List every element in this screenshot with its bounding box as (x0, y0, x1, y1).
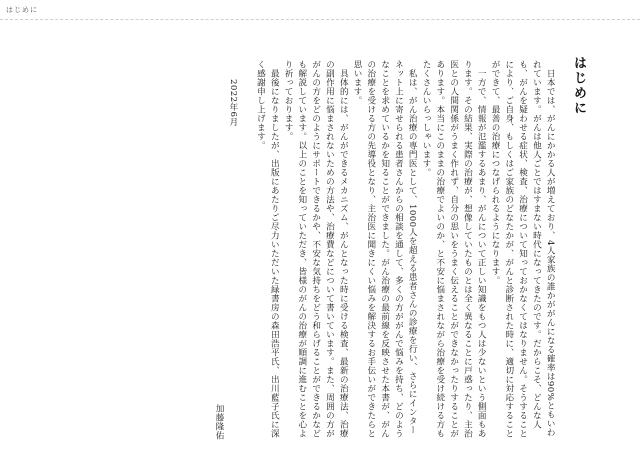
paragraph: 一方で、情報が氾濫するあまり、がんについて正しい知識をもつ人は少ないという側面もあります。その結果、実際の治療が、想像していたものとは全く異なることに戸惑ったり、主治医との人間関係がうまく作れず、自分の思いをうまく伝えることができなかったりすることがあります。本当にこのままの治療でよいのか、と不安に悩まされながら治療を受け続ける方もたくさんいらっしゃいます。 (421, 60, 487, 438)
author-name: 加藤隆佑 (214, 404, 225, 440)
paragraph: 私は、がん治療の専門医として、1000人を超える患者さんの診療を行い、さらにインターネット上に寄せられる患者さんからの相談を通して、多くの方ががんで悩みを持ち、どのようなことを求めているかを知ることができました。がん治療の最前線を反映させた本書が、がんの治療を受ける方の先導役となり、主治医に聞きにくい悩みを解決するお手伝いができたらと思います。 (352, 60, 418, 438)
date-line: 2022年6月 (227, 78, 238, 127)
paragraph: 最後になりましたが、出版にあたりご尽力いただいた緑書房の森田浩平氏、出川藍子氏に深く感謝申し上げます。 (255, 60, 280, 438)
paragraph-spacer (556, 60, 570, 74)
header-divider (0, 19, 640, 20)
body-text (30, 60, 570, 440)
paragraph: 日本では、がんにかかる人が増えており、4人家族の誰かががんになる確率は90%ともいわれています。がんは他人ごとではすまない時代になってきたのです。だからこそ、どんな人も、がんを疑わせる症状、検査、治療について知っておかなくてはなりません。そうすることにより、ご自身、もしくはご家族のどなたかが、がんと診断された時に、適切に対応することができて、最善の治療につなげられるようになります。 (490, 60, 556, 438)
paragraph: 具体的には、がんができるメカニズム、がんとなった時に受ける検査、最新の治療法、治療の副作用に悩まされないための方法や、治療費などについて書いています。また、周囲の方ががんの方をどのようにサポートできるかや、不安な気持ちをどう和らげることができるかなども解説しています。以上のことを知っていただき、皆様のがんの治療が順調に進むことを心より祈っております。 (283, 60, 349, 438)
paragraph-spacer (239, 60, 253, 74)
running-header: はじめに (6, 6, 38, 14)
page-title: はじめに (571, 56, 586, 116)
